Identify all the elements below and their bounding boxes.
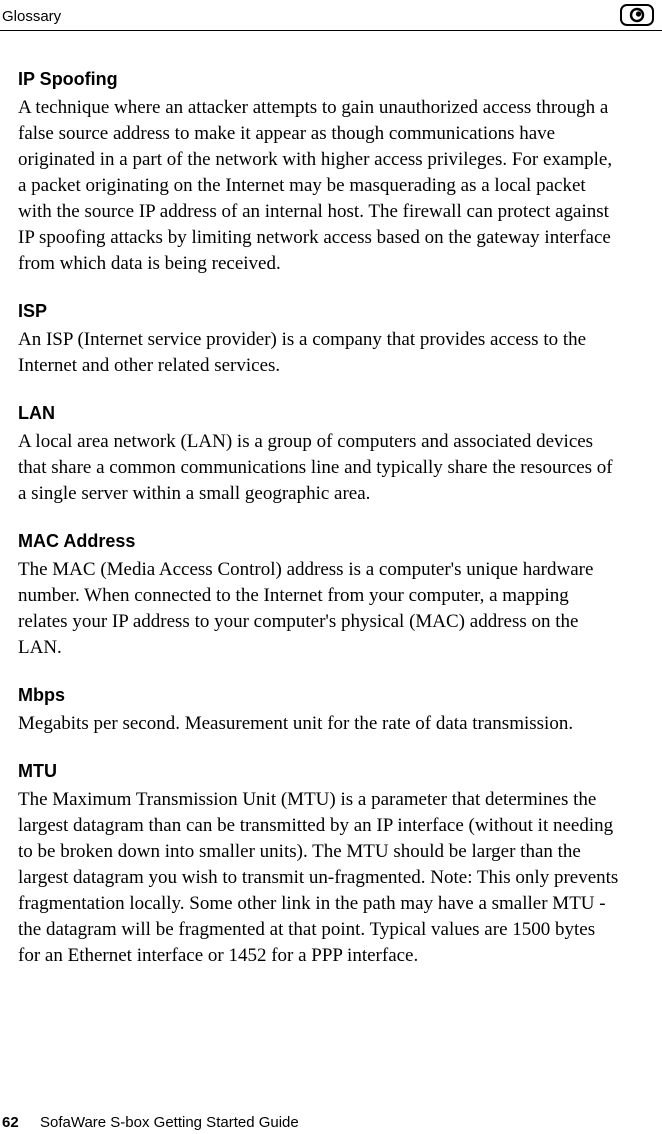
glossary-entry-mac-address bbox=[18, 528, 660, 661]
glossary-entry-mbps bbox=[18, 682, 660, 737]
glossary-term: LAN bbox=[18, 403, 55, 423]
glossary-term: ISP bbox=[18, 301, 48, 321]
glossary-entry-mtu bbox=[18, 758, 660, 969]
header-title: Glossary bbox=[2, 8, 62, 25]
header-rule bbox=[0, 30, 662, 31]
page-number: 62 bbox=[2, 1114, 19, 1131]
glossary-entry-isp bbox=[18, 298, 660, 379]
glossary-definition: An ISP (Internet service provider) is a company that provides access to the Internet and other related services. bbox=[18, 329, 587, 376]
glossary-term: MAC Address bbox=[18, 531, 136, 551]
glossary-entry-lan bbox=[18, 400, 660, 507]
glossary-term: Mbps bbox=[18, 685, 65, 705]
glossary-term: MTU bbox=[18, 761, 57, 781]
glossary-content bbox=[18, 66, 660, 990]
page-header bbox=[0, 0, 662, 31]
page-footer bbox=[2, 1114, 299, 1131]
glossary-definition: A technique where an attacker attempts to gain unauthorized access through a false source address to make it appear as though communications have originated in a part of the network with higher access privileges. For example, a packet originating on the Internet may be masquerading as a local packet with the source IP address of an internal host. The firewall can protect against IP spoofing attacks by limiting network access based on the gateway interface from which data is being received. bbox=[18, 97, 613, 274]
glossary-term: IP Spoofing bbox=[18, 69, 118, 89]
glossary-entry-ip-spoofing bbox=[18, 66, 660, 277]
checkpoint-logo-icon bbox=[620, 4, 654, 26]
glossary-definition: The MAC (Media Access Control) address is a computer's unique hardware number. When connected to the Internet from your computer, a mapping relates your IP address to your computer's physical (MAC) address on the LAN. bbox=[18, 559, 594, 658]
glossary-definition: A local area network (LAN) is a group of computers and associated devices that share a common communications line and typically share the resources of a single server within a small geographic area. bbox=[18, 431, 613, 504]
glossary-definition: The Maximum Transmission Unit (MTU) is a parameter that determines the largest datagram than can be transmitted by an IP interface (without it needing to be broken down into smaller units). The MTU should be larger than the largest datagram you wish to transmit un-fragmented. Note: This only prevents fragmentation locally. Some other link in the path may have a smaller MTU - the datagram will be fragmented at that point. Typical values are 1500 bytes for an Ethernet interface or 1452 for a PPP interface. bbox=[18, 789, 619, 966]
glossary-definition: Megabits per second. Measurement unit for the rate of data transmission. bbox=[18, 713, 574, 734]
guide-title: SofaWare S-box Getting Started Guide bbox=[40, 1114, 299, 1131]
